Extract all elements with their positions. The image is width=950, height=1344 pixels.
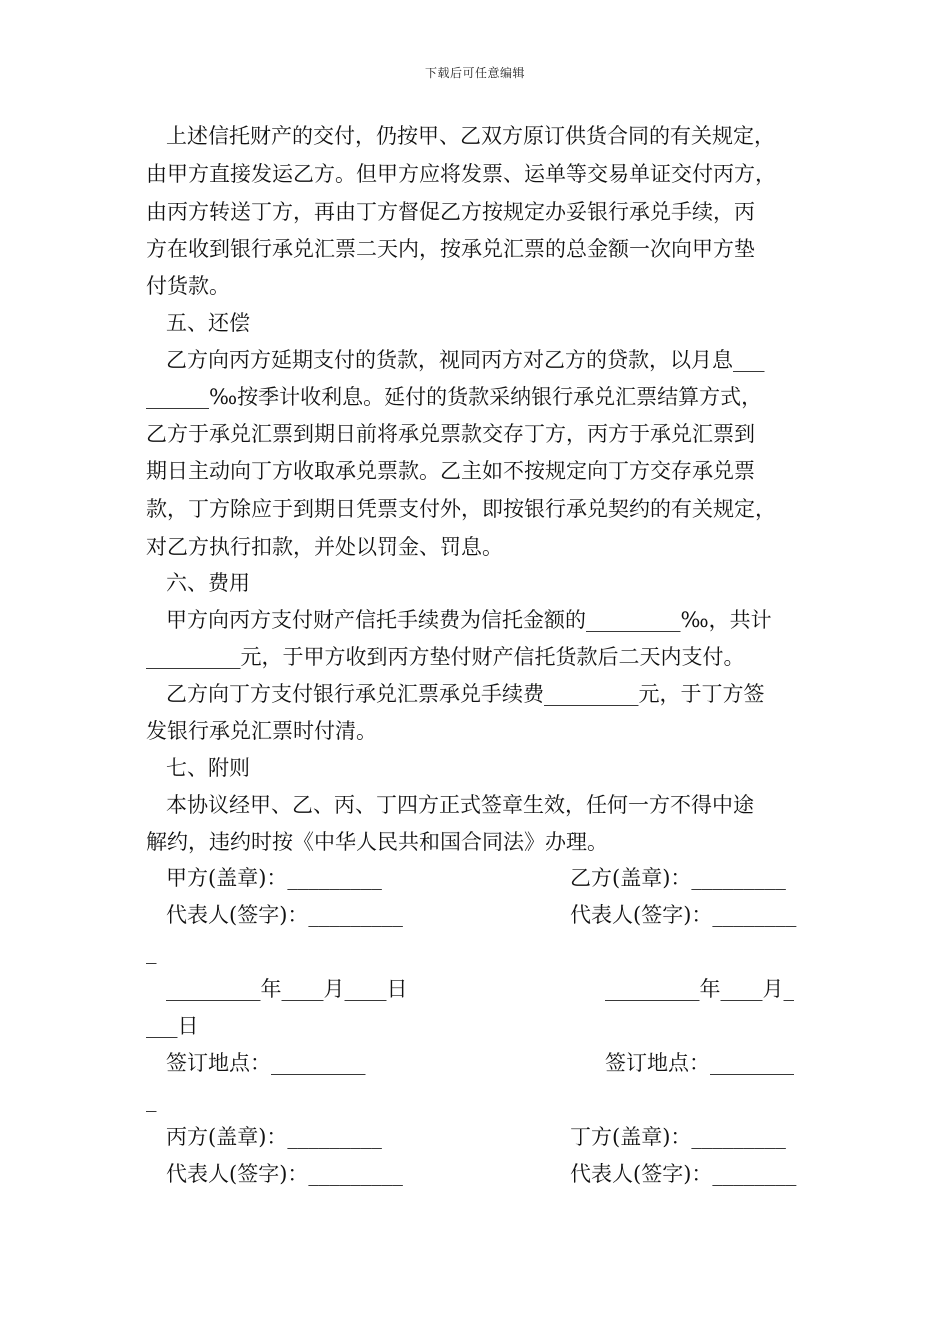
party-d-seal-field: 丁方(盖章)：_________ bbox=[570, 1125, 786, 1149]
body-line: 发银行承兑汇票时付清。 bbox=[146, 719, 377, 743]
party-a-seal-field: 甲方(盖章)：_________ bbox=[166, 866, 382, 890]
body-line: 期日主动向丁方收取承兑票款。乙主如不按规定向丁方交存承兑票 bbox=[146, 459, 755, 483]
section-heading: 五、还偿 bbox=[166, 311, 250, 335]
body-line: 款，丁方除应于到期日凭票支付外，即按银行承兑契约的有关规定， bbox=[146, 497, 776, 521]
wrapped-underscore: _ bbox=[146, 940, 157, 964]
body-line: 由甲方直接发运乙方。但甲方应将发票、运单等交易单证交付丙方， bbox=[146, 162, 776, 186]
party-c-representative-field: 代表人(签字)：_________ bbox=[166, 1162, 403, 1186]
party-b-signing-place-field: 签订地点：________ bbox=[605, 1051, 794, 1075]
body-line: 对乙方执行扣款，并处以罚金、罚息。 bbox=[146, 535, 503, 559]
body-line: 乙方向丙方延期支付的货款，视同丙方对乙方的贷款，以月息___ bbox=[166, 348, 765, 372]
body-line: 由丙方转送丁方，再由丁方督促乙方按规定办妥银行承兑手续，丙 bbox=[146, 200, 755, 224]
body-line: 付货款。 bbox=[146, 274, 230, 298]
body-line: 乙方于承兑汇票到期日前将承兑票款交存丁方，丙方于承兑汇票到 bbox=[146, 422, 755, 446]
party-c-seal-field: 丙方(盖章)：_________ bbox=[166, 1125, 382, 1149]
party-a-representative-field: 代表人(签字)：_________ bbox=[166, 903, 403, 927]
body-line: 方在收到银行承兑汇票二天内，按承兑汇票的总金额一次向甲方垫 bbox=[146, 237, 755, 261]
body-line: 上述信托财产的交付，仍按甲、乙双方原订供货合同的有关规定， bbox=[166, 124, 775, 148]
party-b-date-field: _________年____月_ bbox=[605, 977, 794, 1001]
party-a-signing-place-field: 签订地点：_________ bbox=[166, 1051, 366, 1075]
body-line: 乙方向丁方支付银行承兑汇票承兑手续费_________元，于丁方签 bbox=[166, 682, 765, 706]
party-a-date-field: _________年____月____日 bbox=[166, 977, 408, 1001]
body-line: 解约，违约时按《中华人民共和国合同法》办理。 bbox=[146, 830, 608, 854]
section-heading: 七、附则 bbox=[166, 756, 250, 780]
party-d-representative-field: 代表人(签字)：________ bbox=[570, 1162, 797, 1186]
page-header: 下载后可任意编辑 bbox=[424, 66, 525, 80]
party-b-date-continued: ___日 bbox=[146, 1014, 199, 1038]
body-line: _________元，于甲方收到丙方垫付财产信托货款后二天内支付。 bbox=[146, 645, 745, 669]
wrapped-underscore: _ bbox=[146, 1088, 157, 1112]
body-line: ______‰按季计收利息。延付的货款采纳银行承兑汇票结算方式， bbox=[146, 385, 763, 409]
body-line: 本协议经甲、乙、丙、丁四方正式签章生效，任何一方不得中途 bbox=[166, 793, 754, 817]
party-b-representative-field: 代表人(签字)：________ bbox=[570, 903, 797, 927]
body-line: 甲方向丙方支付财产信托手续费为信托金额的_________‰，共计 bbox=[166, 608, 772, 632]
party-b-seal-field: 乙方(盖章)：_________ bbox=[570, 866, 786, 890]
section-heading: 六、费用 bbox=[166, 571, 250, 595]
